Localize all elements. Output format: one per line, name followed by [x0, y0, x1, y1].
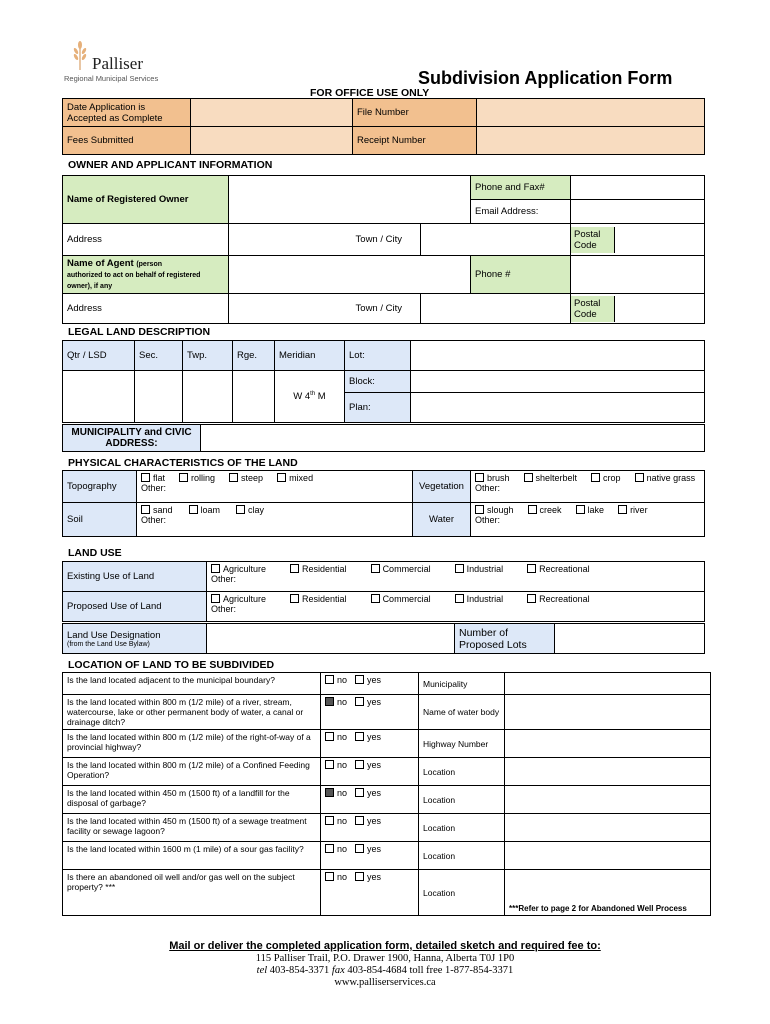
- location-detail-field[interactable]: [505, 814, 711, 842]
- loam-checkbox[interactable]: [189, 505, 198, 514]
- no-checkbox[interactable]: [325, 732, 334, 741]
- existing-commercial-option[interactable]: Commercial: [371, 564, 431, 574]
- brush-option[interactable]: brush: [475, 473, 510, 483]
- yes-option[interactable]: yes: [355, 760, 381, 770]
- receipt-number-field[interactable]: [477, 127, 705, 155]
- yes-checkbox[interactable]: [355, 675, 364, 684]
- yes-checkbox[interactable]: [355, 872, 364, 881]
- soil-options: [137, 503, 413, 537]
- location-detail-label: Municipality: [419, 673, 505, 695]
- postal-code-label: Postal Code: [571, 227, 615, 253]
- yes-no-choice: [321, 786, 419, 814]
- topography-other: Other:: [141, 483, 167, 493]
- email-field[interactable]: [571, 200, 705, 224]
- existing-use-label: Existing Use of Land: [63, 562, 207, 592]
- no-option[interactable]: no: [325, 697, 347, 707]
- qtr-lsd-field[interactable]: [63, 371, 135, 423]
- topography-options: [137, 471, 413, 503]
- location-detail-label: Name of water body: [419, 695, 505, 730]
- location-detail-label: Highway Number: [419, 730, 505, 758]
- proposed-use-options: [207, 592, 705, 622]
- location-question: Is the land located adjacent to the municipal boundary?: [63, 673, 321, 695]
- yes-no-choice: [321, 730, 419, 758]
- rge-header: Rge.: [233, 341, 275, 371]
- date-accepted-label: Date Application is Accepted as Complete: [63, 99, 191, 127]
- yes-no-choice: [321, 842, 419, 870]
- existing-use-other: Other:: [211, 574, 237, 584]
- owner-table: [62, 175, 705, 324]
- yes-option[interactable]: yes: [355, 872, 381, 882]
- no-checkbox[interactable]: [325, 788, 334, 797]
- no-checkbox[interactable]: [325, 872, 334, 881]
- proposed-lots-label: Number of Proposed Lots: [455, 624, 555, 654]
- existing-industrial-option[interactable]: Industrial: [455, 564, 504, 574]
- brush-checkbox[interactable]: [475, 473, 484, 482]
- agent-address-label: Address: [63, 294, 229, 324]
- sand-checkbox[interactable]: [141, 505, 150, 514]
- no-option[interactable]: no: [325, 732, 347, 742]
- flat-checkbox[interactable]: [141, 473, 150, 482]
- yes-option[interactable]: yes: [355, 675, 381, 685]
- existing-agriculture-option[interactable]: Agriculture: [211, 564, 266, 574]
- mixed-option[interactable]: mixed: [277, 473, 313, 483]
- land-use-table: [62, 561, 705, 622]
- agent-phone-field[interactable]: [571, 256, 705, 294]
- existing-recreational-checkbox[interactable]: [527, 564, 536, 573]
- meridian-header: Meridian: [275, 341, 345, 371]
- location-detail-field[interactable]: [505, 673, 711, 695]
- vegetation-label: Vegetation: [413, 471, 471, 503]
- location-detail-field[interactable]: [505, 730, 711, 758]
- river-option[interactable]: river: [618, 505, 648, 515]
- lot-label: Lot:: [345, 341, 411, 371]
- vegetation-other: Other:: [475, 483, 501, 493]
- crop-option[interactable]: crop: [591, 473, 621, 483]
- palliser-logo: [62, 40, 182, 86]
- shelterbelt-checkbox[interactable]: [524, 473, 533, 482]
- plan-field[interactable]: [411, 393, 705, 423]
- yes-option[interactable]: yes: [355, 788, 381, 798]
- water-label: Water: [413, 503, 471, 537]
- agent-phone-label: Phone #: [471, 256, 571, 294]
- mixed-checkbox[interactable]: [277, 473, 286, 482]
- native-grass-option[interactable]: native grass: [635, 473, 696, 483]
- sec-header: Sec.: [135, 341, 183, 371]
- topography-label: Topography: [63, 471, 137, 503]
- yes-no-choice: [321, 758, 419, 786]
- no-checkbox[interactable]: [325, 697, 334, 706]
- address-label: Address: [63, 224, 229, 256]
- yes-checkbox[interactable]: [355, 732, 364, 741]
- location-detail-label: Location: [419, 786, 505, 814]
- receipt-number-label: Receipt Number: [353, 127, 477, 155]
- proposed-residential-option[interactable]: Residential: [290, 594, 347, 604]
- proposed-industrial-option[interactable]: Industrial: [455, 594, 504, 604]
- location-detail-field[interactable]: [505, 870, 711, 916]
- shelterbelt-option[interactable]: shelterbelt: [524, 473, 578, 483]
- owner-section-title: OWNER AND APPLICANT INFORMATION: [68, 159, 273, 171]
- water-options: [471, 503, 705, 537]
- municipality-field[interactable]: [201, 425, 705, 452]
- yes-option[interactable]: yes: [355, 732, 381, 742]
- location-question: Is there an abandoned oil well and/or gas well on the subject property? ***: [63, 870, 321, 916]
- legal-section-title: LEGAL LAND DESCRIPTION: [68, 326, 211, 338]
- proposed-residential-checkbox[interactable]: [290, 594, 299, 603]
- existing-agriculture-checkbox[interactable]: [211, 564, 220, 573]
- no-checkbox[interactable]: [325, 760, 334, 769]
- sec-field[interactable]: [135, 371, 183, 423]
- location-question: Is the land located within 800 m (1/2 mile) of the right-of-way of a provincial highway?: [63, 730, 321, 758]
- proposed-agriculture-checkbox[interactable]: [211, 594, 220, 603]
- file-number-label: File Number: [353, 99, 477, 127]
- contact-numbers: tel 403-854-3371 fax 403-854-4684 toll free 1-877-854-3371: [256, 965, 514, 976]
- email-label: Email Address:: [471, 200, 571, 224]
- crop-checkbox[interactable]: [591, 473, 600, 482]
- website-link[interactable]: www.palliserservices.ca: [334, 977, 436, 988]
- agent-field[interactable]: [229, 256, 471, 294]
- no-option[interactable]: no: [325, 816, 347, 826]
- phone-fax-label: Phone and Fax#: [471, 176, 571, 200]
- rge-field[interactable]: [233, 371, 275, 423]
- land-use-section-title: LAND USE: [68, 547, 122, 559]
- designation-field[interactable]: [207, 624, 455, 654]
- fees-submitted-field[interactable]: [191, 127, 353, 155]
- lot-field[interactable]: [411, 341, 705, 371]
- date-accepted-field[interactable]: [191, 99, 353, 127]
- location-detail-field[interactable]: [505, 695, 711, 730]
- agent-postal-code-label: Postal Code: [571, 296, 615, 322]
- location-question: Is the land located within 800 m (1/2 mile) of a Confined Feeding Operation?: [63, 758, 321, 786]
- sand-option[interactable]: sand: [141, 505, 173, 515]
- physical-section-title: PHYSICAL CHARACTERISTICS OF THE LAND: [68, 457, 298, 469]
- location-row: [63, 695, 711, 730]
- yes-no-choice: [321, 814, 419, 842]
- creek-checkbox[interactable]: [528, 505, 537, 514]
- postal-code-cell: [571, 224, 705, 256]
- location-detail-field[interactable]: [505, 758, 711, 786]
- yes-no-choice: [321, 695, 419, 730]
- soil-other: Other:: [141, 515, 167, 525]
- no-option[interactable]: no: [325, 788, 347, 798]
- water-other: Other:: [475, 515, 501, 525]
- yes-checkbox[interactable]: [355, 697, 364, 706]
- brand-name: Palliser: [92, 54, 143, 73]
- proposed-agriculture-option[interactable]: Agriculture: [211, 594, 266, 604]
- town-city-label: Town / City: [229, 224, 421, 256]
- mailing-address: 115 Palliser Trail, P.O. Drawer 1900, Hanna, Alberta T0J 1P0: [255, 953, 515, 964]
- rolling-checkbox[interactable]: [179, 473, 188, 482]
- location-row: [63, 673, 711, 695]
- postal-code-field[interactable]: [615, 227, 704, 253]
- location-detail-label: Location: [419, 814, 505, 842]
- vegetation-options: [471, 471, 705, 503]
- municipality-label: MUNICIPALITY and CIVIC ADDRESS:: [63, 425, 201, 452]
- agent-postal-code-cell: [571, 294, 705, 324]
- yes-checkbox[interactable]: [355, 844, 364, 853]
- lake-checkbox[interactable]: [576, 505, 585, 514]
- location-question: Is the land located within 800 m (1/2 mile) of a river, stream, watercourse, lake or other permanent body of water, a canal or drainage ditch?: [63, 695, 321, 730]
- location-detail-label: Location: [419, 842, 505, 870]
- yes-no-choice: [321, 673, 419, 695]
- registered-owner-label: Name of Registered Owner: [63, 176, 229, 224]
- location-row: [63, 814, 711, 842]
- block-field[interactable]: [411, 371, 705, 393]
- proposed-industrial-checkbox[interactable]: [455, 594, 464, 603]
- slough-checkbox[interactable]: [475, 505, 484, 514]
- location-row: [63, 758, 711, 786]
- designation-label: Land Use Designation (from the Land Use Bylaw): [63, 624, 207, 654]
- lake-option[interactable]: lake: [576, 505, 605, 515]
- no-option[interactable]: no: [325, 872, 347, 882]
- wheat-icon: [68, 40, 92, 70]
- loam-option[interactable]: loam: [189, 505, 221, 515]
- location-detail-field[interactable]: [505, 842, 711, 870]
- no-option[interactable]: no: [325, 760, 347, 770]
- yes-no-choice: [321, 870, 419, 916]
- proposed-commercial-checkbox[interactable]: [371, 594, 380, 603]
- yes-option[interactable]: yes: [355, 844, 381, 854]
- fees-submitted-label: Fees Submitted: [63, 127, 191, 155]
- proposed-lots-field[interactable]: [555, 624, 705, 654]
- location-row: [63, 730, 711, 758]
- yes-checkbox[interactable]: [355, 816, 364, 825]
- no-option[interactable]: no: [325, 844, 347, 854]
- proposed-commercial-option[interactable]: Commercial: [371, 594, 431, 604]
- proposed-recreational-option[interactable]: Recreational: [527, 594, 590, 604]
- location-question: Is the land located within 450 m (1500 ft) of a landfill for the disposal of garbage?: [63, 786, 321, 814]
- steep-checkbox[interactable]: [229, 473, 238, 482]
- phone-fax-field[interactable]: [571, 176, 705, 200]
- form-title: Subdivision Application Form: [418, 68, 673, 88]
- yes-checkbox[interactable]: [355, 788, 364, 797]
- creek-option[interactable]: creek: [528, 505, 562, 515]
- agent-label: Name of Agent (person authorized to act on behalf of registered owner), if any: [63, 256, 229, 294]
- town-city-field[interactable]: [421, 224, 571, 256]
- meridian-value: W 4th M: [275, 371, 345, 423]
- file-number-field[interactable]: [477, 99, 705, 127]
- no-checkbox[interactable]: [325, 816, 334, 825]
- existing-industrial-checkbox[interactable]: [455, 564, 464, 573]
- location-row: [63, 870, 711, 916]
- location-detail-label: Location: [419, 758, 505, 786]
- brand-subtitle: Regional Municipal Services: [64, 74, 159, 83]
- twp-header: Twp.: [183, 341, 233, 371]
- location-detail-label: Location: [419, 870, 505, 916]
- rolling-option[interactable]: rolling: [179, 473, 215, 483]
- existing-residential-option[interactable]: Residential: [290, 564, 347, 574]
- municipality-table: [62, 424, 705, 452]
- location-question: Is the land located within 450 m (1500 ft) of a sewage treatment facility or sewage lagoon?: [63, 814, 321, 842]
- existing-recreational-option[interactable]: Recreational: [527, 564, 590, 574]
- location-question: Is the land located within 1600 m (1 mile) of a sour gas facility?: [63, 842, 321, 870]
- proposed-recreational-checkbox[interactable]: [527, 594, 536, 603]
- mail-instruction: Mail or deliver the completed application form, detailed sketch and required fee to:: [169, 940, 601, 952]
- no-option[interactable]: no: [325, 675, 347, 685]
- proposed-use-label: Proposed Use of Land: [63, 592, 207, 622]
- designation-table: [62, 623, 705, 654]
- clay-option[interactable]: clay: [236, 505, 264, 515]
- block-label: Block:: [345, 371, 411, 393]
- steep-option[interactable]: steep: [229, 473, 263, 483]
- yes-option[interactable]: yes: [355, 816, 381, 826]
- no-checkbox[interactable]: [325, 675, 334, 684]
- soil-label: Soil: [63, 503, 137, 537]
- clay-checkbox[interactable]: [236, 505, 245, 514]
- physical-table: [62, 470, 705, 537]
- legal-table: [62, 340, 705, 423]
- qtr-lsd-header: Qtr / LSD: [63, 341, 135, 371]
- location-row: [63, 786, 711, 814]
- location-detail-field[interactable]: [505, 786, 711, 814]
- proposed-use-other: Other:: [211, 604, 237, 614]
- plan-label: Plan:: [345, 393, 411, 423]
- twp-field[interactable]: [183, 371, 233, 423]
- slough-option[interactable]: slough: [475, 505, 514, 515]
- abandoned-well-note: ***Refer to page 2 for Abandoned Well Process: [509, 904, 687, 913]
- river-checkbox[interactable]: [618, 505, 627, 514]
- yes-option[interactable]: yes: [355, 697, 381, 707]
- office-use-title: FOR OFFICE USE ONLY: [310, 87, 430, 99]
- agent-postal-code-field[interactable]: [615, 296, 704, 322]
- location-table: [62, 672, 711, 916]
- agent-town-city-field[interactable]: [421, 294, 571, 324]
- existing-commercial-checkbox[interactable]: [371, 564, 380, 573]
- office-use-table: [62, 98, 705, 155]
- existing-residential-checkbox[interactable]: [290, 564, 299, 573]
- yes-checkbox[interactable]: [355, 760, 364, 769]
- location-row: [63, 842, 711, 870]
- existing-use-options: [207, 562, 705, 592]
- native-grass-checkbox[interactable]: [635, 473, 644, 482]
- no-checkbox[interactable]: [325, 844, 334, 853]
- flat-option[interactable]: flat: [141, 473, 165, 483]
- location-section-title: LOCATION OF LAND TO BE SUBDIVIDED: [68, 659, 275, 671]
- registered-owner-field[interactable]: [229, 176, 471, 224]
- agent-town-city-label: Town / City: [229, 294, 421, 324]
